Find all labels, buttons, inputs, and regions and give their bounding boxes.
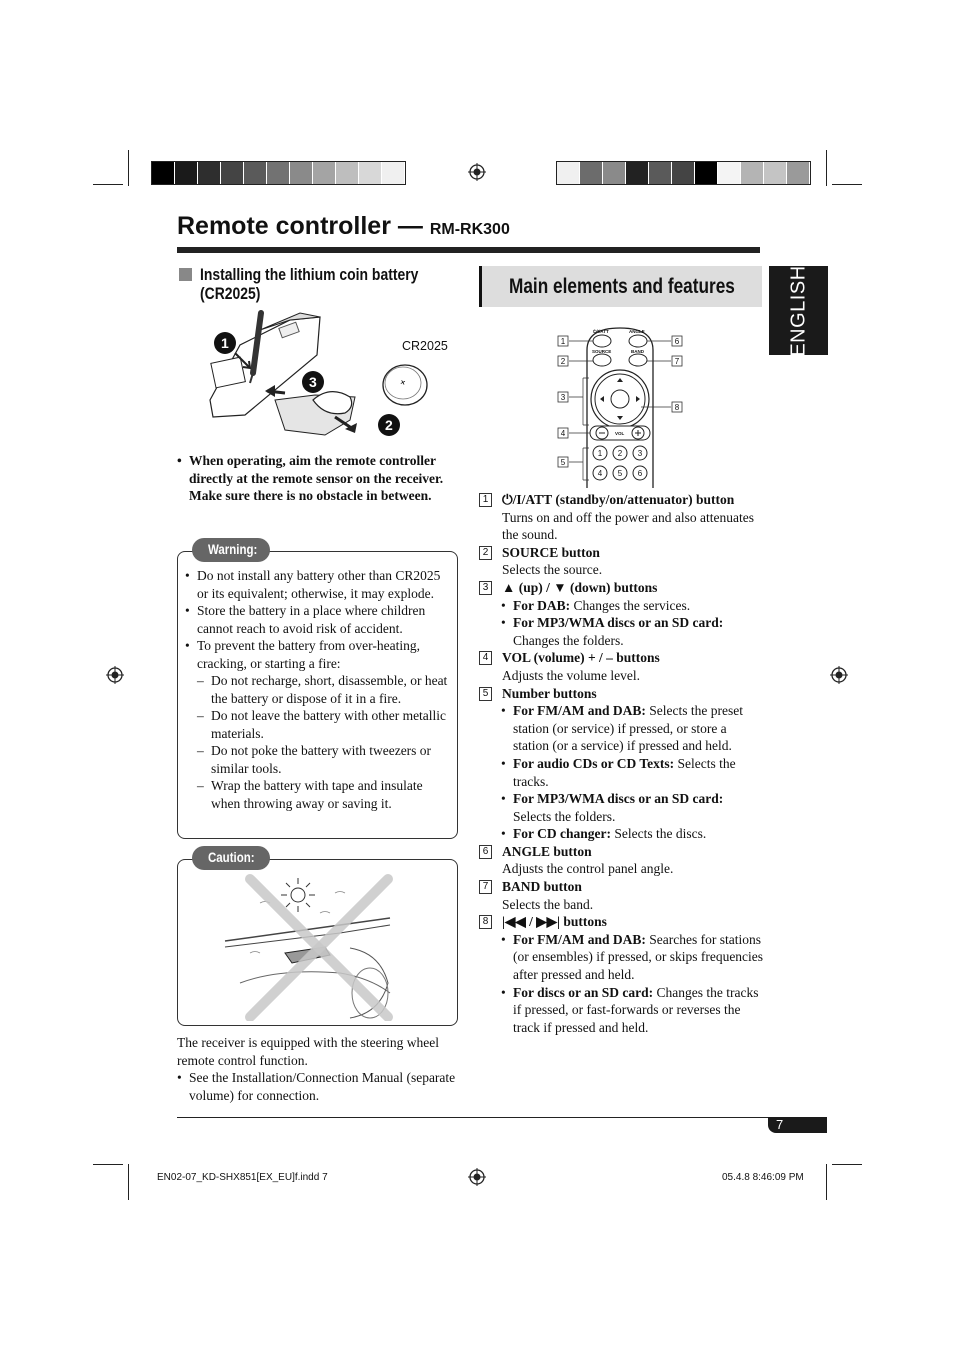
color-swatch <box>764 162 787 184</box>
registration-mark-icon <box>106 666 124 684</box>
battery-label: CR2025 <box>402 339 448 353</box>
feature-sub-item: • For FM/AM and DAB: Searches for stations (or ensembles) if pressed, or skips frequencies after pressed and held. <box>479 931 764 984</box>
warning-list <box>185 567 450 812</box>
crop-mark <box>128 150 129 186</box>
warning-sub-item: – Do not recharge, short, disassemble, or heat the battery or dispose of it in a fire. <box>197 672 450 707</box>
remote-key: 6 <box>637 469 643 478</box>
feature-description: Adjusts the volume level. <box>502 667 640 683</box>
color-swatch <box>557 162 580 184</box>
steering-text: The receiver is equipped with the steering wheel remote control function. • See the Installation/Connection Manual (separate volume) for connection. <box>177 1034 462 1104</box>
color-swatch <box>359 162 382 184</box>
feature-number: 5 <box>479 687 492 701</box>
page-title: Remote controller — RM-RK300 <box>177 212 510 240</box>
crop-mark <box>826 1164 827 1200</box>
callout-number: 5 <box>560 458 566 467</box>
page-number: 7 <box>768 1117 827 1133</box>
warning-item: • Do not install any battery other than CR2025 or its equivalent; otherwise, it may explode. <box>185 567 450 602</box>
feature-sub-item: • For CD changer: Selects the discs. <box>479 825 764 843</box>
crop-mark <box>832 1164 862 1165</box>
callout-number: 8 <box>674 403 680 412</box>
color-bar-right <box>556 161 811 185</box>
feature-number: 2 <box>479 546 492 560</box>
crop-mark <box>128 1164 129 1200</box>
title-rule <box>177 247 760 253</box>
install-heading: Installing the lithium coin battery (CR2025) <box>179 265 459 303</box>
feature-number: 6 <box>479 845 492 859</box>
warning-label: Warning: <box>192 538 270 562</box>
dashboard-sun-illustration <box>220 873 395 1021</box>
battery-install-illustration <box>205 305 460 450</box>
callout-number: 6 <box>674 337 680 346</box>
color-swatch <box>175 162 198 184</box>
remote-key: 2 <box>617 449 623 458</box>
color-swatch <box>290 162 313 184</box>
feature-item <box>479 491 764 509</box>
feature-item <box>479 649 764 667</box>
feature-description: Turns on and off the power and also attenuates the sound. <box>502 509 754 543</box>
registration-mark-icon <box>830 666 848 684</box>
feature-sub-item: • For MP3/WMA discs or an SD card: Selects the folders. <box>479 790 764 825</box>
feature-item <box>479 544 764 562</box>
color-swatch <box>718 162 741 184</box>
color-swatch <box>336 162 359 184</box>
color-bar-left <box>151 161 406 185</box>
warning-sub-item: – Do not poke the battery with tweezers or similar tools. <box>197 742 450 777</box>
color-swatch <box>244 162 267 184</box>
svg-text:3: 3 <box>309 374 317 390</box>
color-swatch <box>741 162 764 184</box>
feature-item <box>479 579 764 597</box>
feature-title: Number buttons <box>502 685 597 701</box>
warning-item: • To prevent the battery from over-heating, cracking, or starting a fire: – Do not recharge, short, disassemble, or heat the battery or dispose of it in a fire. – Do not leave the battery with other metallic materials. – Do not poke the battery with tweezers or similar tools. – Wrap the battery with tape and insulate when throwing away or saving it. <box>185 637 450 812</box>
registration-mark-icon <box>468 163 486 181</box>
callout-number: 2 <box>560 357 566 366</box>
remote-att-label: ⏻/I/ATT <box>593 329 609 334</box>
feature-sub-item: • For discs or an SD card: Changes the tracks if pressed, or fast-forwards or reverses the track if pressed and held. <box>479 984 764 1037</box>
feature-sub-item: • For DAB: Changes the services. <box>479 597 764 615</box>
warning-sub-item: – Wrap the battery with tape and insulate when throwing away or saving it. <box>197 777 450 812</box>
callout-number: 3 <box>560 393 566 402</box>
remote-band-label: BAND <box>631 349 644 354</box>
registration-mark-icon <box>468 1168 486 1186</box>
feature-sub-item: • For MP3/WMA discs or an SD card: Changes the folders. <box>479 614 764 649</box>
color-swatch <box>603 162 626 184</box>
aim-note: • When operating, aim the remote controller directly at the remote sensor on the receiver. Make sure there is no obstacle in between. <box>177 452 457 505</box>
feature-number: 4 <box>479 651 492 665</box>
color-swatch <box>672 162 695 184</box>
svg-text:1: 1 <box>221 335 229 351</box>
callout-number: 1 <box>560 337 566 346</box>
remote-source-label: SOURCE <box>592 349 612 354</box>
feature-sub-item: • For audio CDs or CD Texts: Selects the tracks. <box>479 755 764 790</box>
feature-number: 1 <box>479 493 492 507</box>
remote-key: 4 <box>597 469 603 478</box>
callout-number: 7 <box>674 357 680 366</box>
feature-item <box>479 685 764 703</box>
crop-mark <box>826 150 827 186</box>
color-swatch <box>580 162 603 184</box>
color-swatch <box>221 162 244 184</box>
feature-title: |◀◀ / ▶▶| buttons <box>502 914 607 930</box>
remote-controller-diagram <box>555 320 690 490</box>
feature-number: 3 <box>479 581 492 595</box>
color-swatch <box>695 162 718 184</box>
remote-key: 1 <box>597 449 603 458</box>
features-list <box>479 491 764 1036</box>
color-swatch <box>649 162 672 184</box>
crop-mark <box>93 184 123 185</box>
caution-label: Caution: <box>192 846 270 870</box>
language-tab: ENGLISH <box>769 266 828 355</box>
color-swatch <box>626 162 649 184</box>
feature-item <box>479 913 764 931</box>
callout-number: 4 <box>560 429 566 438</box>
color-swatch <box>152 162 175 184</box>
color-swatch <box>787 162 810 184</box>
svg-text:2: 2 <box>385 417 393 433</box>
feature-description: Adjusts the control panel angle. <box>502 861 674 877</box>
feature-title: BAND button <box>502 879 582 895</box>
color-swatch <box>267 162 290 184</box>
color-swatch <box>198 162 221 184</box>
feature-number: 7 <box>479 880 492 894</box>
warning-item: • Store the battery in a place where children cannot reach to avoid risk of accident. <box>185 602 450 637</box>
feature-title: ANGLE button <box>502 843 592 859</box>
feature-title: SOURCE button <box>502 544 600 560</box>
svg-text:+: + <box>398 376 409 390</box>
feature-sub-item: • For FM/AM and DAB: Selects the preset station (or service) if pressed, or store a station (or a service) if pressed and held. <box>479 702 764 755</box>
feature-title: ▲ (up) / ▼ (down) buttons <box>502 579 658 595</box>
color-swatch <box>382 162 405 184</box>
footer-rule <box>177 1117 827 1118</box>
color-swatch <box>313 162 336 184</box>
feature-title: ⏻/I/ATT (standby/on/attenuator) button <box>502 492 735 507</box>
feature-number: 8 <box>479 915 492 929</box>
remote-key: 5 <box>617 469 623 478</box>
footer-file: EN02-07_KD-SHX851[EX_EU]f.indd 7 <box>157 1172 328 1183</box>
main-elements-heading: Main elements and features <box>479 266 762 307</box>
crop-mark <box>832 184 862 185</box>
footer-timestamp: 05.4.8 8:46:09 PM <box>722 1172 804 1183</box>
warning-sub-item: – Do not leave the battery with other metallic materials. <box>197 707 450 742</box>
remote-key: 3 <box>637 449 643 458</box>
crop-mark <box>93 1164 123 1165</box>
feature-item <box>479 843 764 861</box>
remote-angle-label: ANGLE <box>629 329 645 334</box>
feature-title: VOL (volume) + / – buttons <box>502 650 660 666</box>
remote-vol-label: VOL <box>615 431 625 436</box>
feature-item <box>479 878 764 896</box>
feature-description: Selects the band. <box>502 896 594 912</box>
feature-description: Selects the source. <box>502 562 603 578</box>
